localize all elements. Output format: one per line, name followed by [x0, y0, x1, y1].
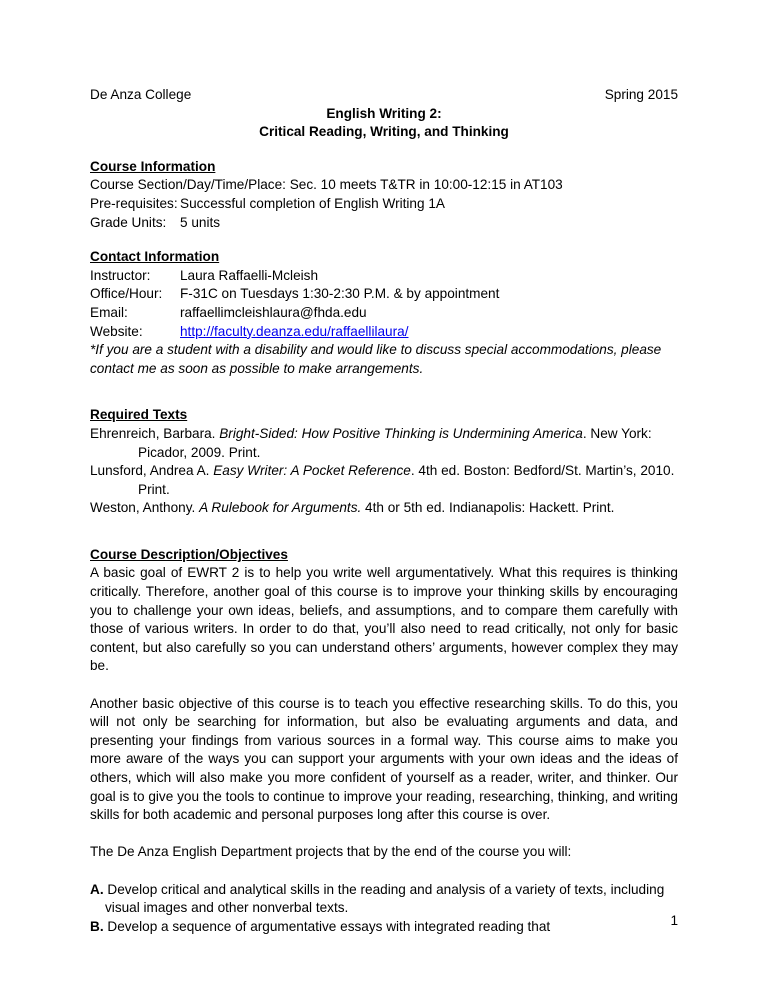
text-author: Lunsford, Andrea A.: [90, 463, 214, 479]
contact-information-section: [90, 248, 678, 378]
course-goals-paragraph: A basic goal of EWRT 2 is to help you write well argumentatively. What this requires is thinking critically. Therefore, another goal of this course is to improve your thinking skills by encouraging you to challenge your own ideas, beliefs, and assumptions, and to compare them carefully with those of various writers. In order to do that, you’ll also need to read critically, not only for basic content, but also carefully so you can understand others’ arguments, however complex they may be.: [90, 565, 678, 674]
course-information-heading: Course Information: [90, 158, 216, 174]
course-information-section: [90, 158, 678, 232]
course-title-line-2: Critical Reading, Writing, and Thinking: [259, 124, 509, 140]
objective-a-letter: A.: [90, 881, 104, 897]
office-hour-value: F-31C on Tuesdays 1:30-2:30 P.M. & by appointment: [180, 286, 500, 302]
office-hour-label: Office/Hour:: [90, 286, 163, 302]
page-header: [90, 86, 678, 105]
instructor-label: Instructor:: [90, 267, 151, 283]
text-title: A Rulebook for Arguments.: [199, 500, 362, 516]
course-section-line: Course Section/Day/Time/Place: Sec. 10 meets T&TR in 10:00-12:15 in AT103: [90, 177, 563, 193]
course-description-section: [90, 546, 678, 936]
website-label: Website:: [90, 323, 143, 339]
required-texts-section: [90, 406, 678, 518]
grade-units-label: Grade Units:: [90, 214, 167, 230]
prerequisites-value: Successful completion of English Writing 1A: [180, 195, 445, 211]
contact-information-heading: Contact Information: [90, 249, 220, 265]
research-skills-paragraph: Another basic objective of this course is to teach you effective researching skills. To do this, you will not only be searching for information, but also be evaluating arguments and data, and presenting your findings from various sources in a formal way. This course aims to make you more aware of the ways you can support your arguments with your own ideas and the ideas of others, which will also make you more confident of yourself as a reader, writer, and thinker. Our goal is to give you the tools to continue to improve your reading, researching, thinking, and writing skills for both academic and personal purposes long after this course is over.: [90, 695, 678, 823]
objective-a: [90, 881, 678, 918]
prerequisites-label: Pre-requisites:: [90, 195, 178, 211]
website-row: [90, 323, 678, 342]
required-text-entry: [90, 499, 678, 518]
objective-b-text: Develop a sequence of argumentative essays with integrated reading that: [107, 918, 551, 934]
website-link[interactable]: http://faculty.deanza.edu/raffaellilaura/: [180, 323, 409, 339]
grade-units-value: 5 units: [180, 214, 221, 230]
objective-b-letter: B.: [90, 918, 104, 934]
text-author: Weston, Anthony.: [90, 500, 200, 516]
page-number: 1: [670, 913, 678, 928]
department-projects-line: The De Anza English Department projects that by the end of the course you will:: [90, 844, 572, 860]
disability-note: *If you are a student with a disability and would like to discuss special accommodations, please contact me as soon as possible to make arrangements.: [90, 342, 662, 376]
grade-units-row: [90, 214, 678, 233]
objective-b: [90, 918, 678, 937]
institution-name: De Anza College: [90, 87, 192, 102]
required-text-entry: [90, 425, 678, 462]
text-citation: . New York: Picador, 2009. Print.: [138, 425, 652, 460]
required-texts-heading: Required Texts: [90, 407, 188, 423]
email-row: [90, 304, 678, 323]
text-citation: 4th or 5th ed. Indianapolis: Hackett. Print.: [361, 500, 615, 516]
course-title-line-1: English Writing 2:: [326, 105, 442, 121]
instructor-row: [90, 267, 678, 286]
email-value: raffaellimcleishlaura@fhda.edu: [180, 304, 367, 320]
text-title: Bright-Sided: How Positive Thinking is Undermining America: [219, 425, 583, 441]
text-title: Easy Writer: A Pocket Reference: [213, 463, 411, 479]
instructor-value: Laura Raffaelli-Mcleish: [180, 267, 319, 283]
prerequisites-row: [90, 195, 678, 214]
text-author: Ehrenreich, Barbara.: [90, 425, 220, 441]
text-citation: . 4th ed. Boston: Bedford/St. Martin’s, 2010. Print.: [138, 463, 675, 497]
office-hour-row: [90, 285, 678, 304]
term-label: Spring 2015: [604, 87, 678, 102]
required-text-entry: [90, 462, 678, 499]
course-description-heading: Course Description/Objectives: [90, 546, 288, 562]
objective-a-text: Develop critical and analytical skills in the reading and analysis of a variety of texts, including visual images and other nonverbal texts.: [105, 881, 665, 916]
email-label: Email:: [90, 304, 128, 320]
course-title: [90, 105, 678, 142]
